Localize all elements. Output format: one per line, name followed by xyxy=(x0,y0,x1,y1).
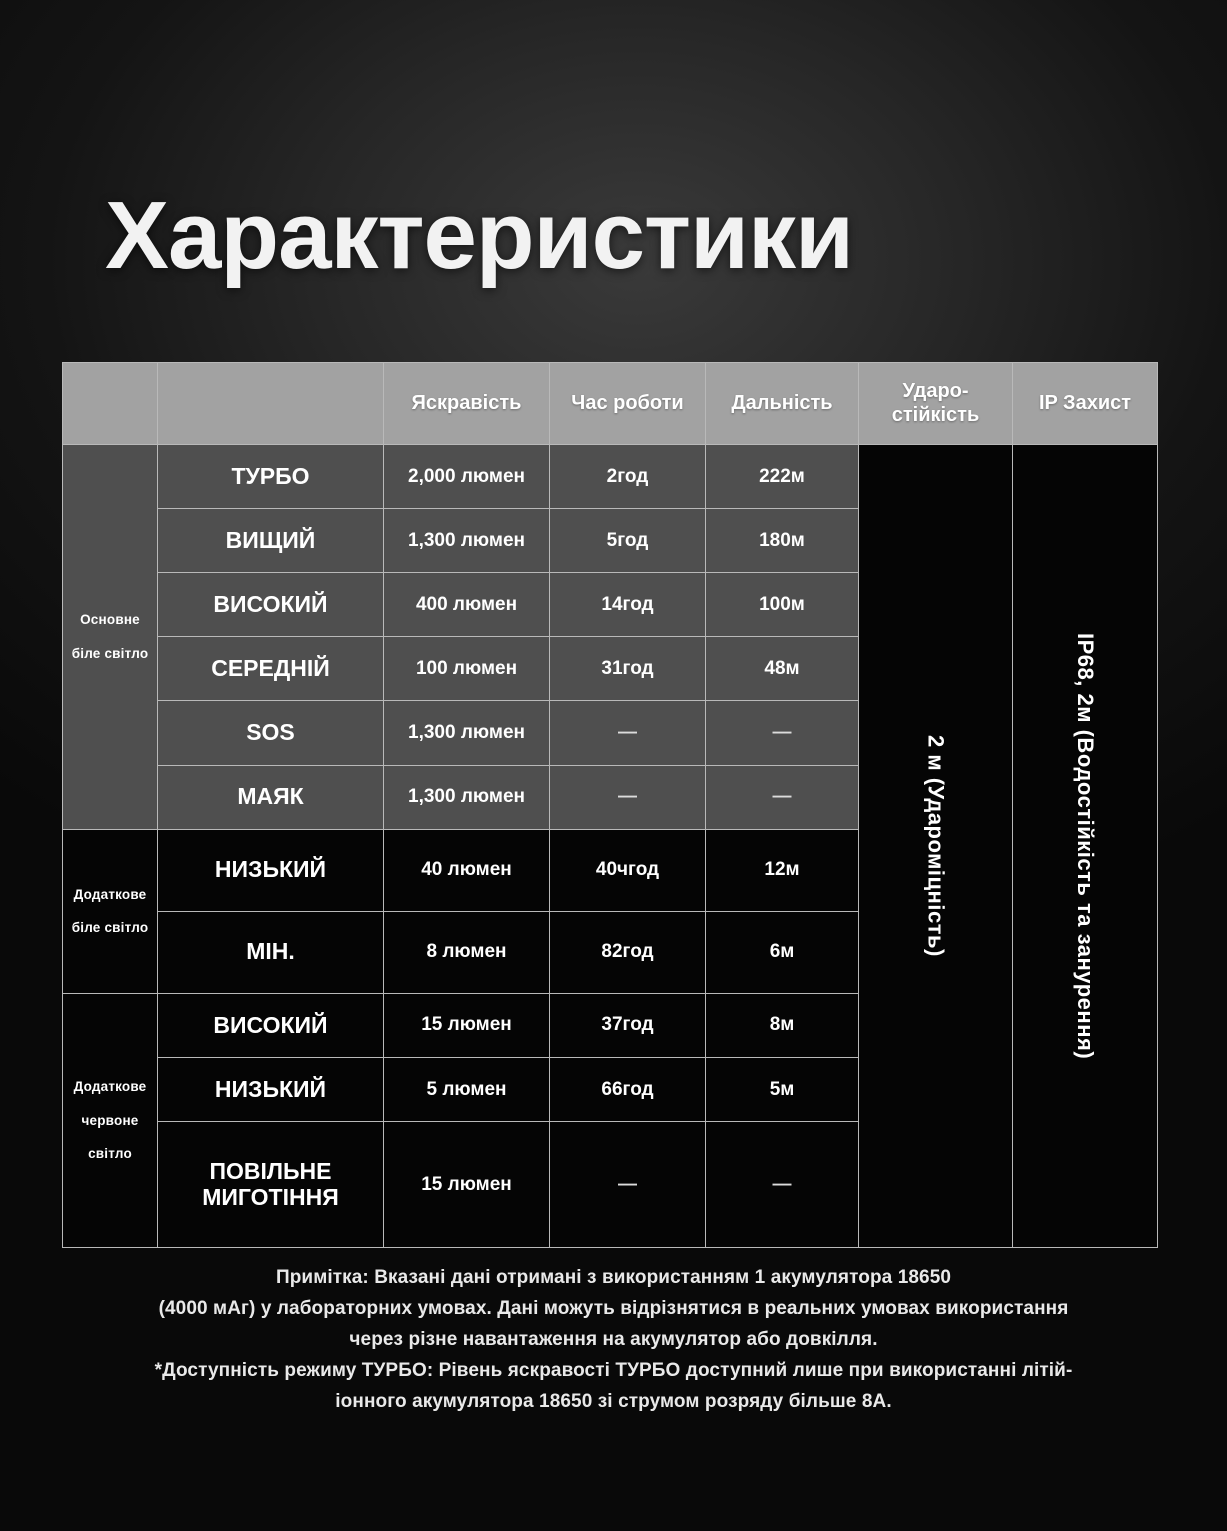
header-cell-impact xyxy=(859,363,1013,445)
ip-rating-value xyxy=(1013,445,1158,1248)
distance-cell: 48м xyxy=(706,637,859,701)
mode-cell: ВИСОКИЙ xyxy=(158,993,384,1057)
runtime-cell: — xyxy=(550,1122,706,1248)
group-label-line1: Додаткове xyxy=(73,886,147,902)
mode-cell: МАЯК xyxy=(158,765,384,829)
runtime-cell: 31год xyxy=(550,637,706,701)
group-label-aux-white xyxy=(63,829,158,993)
mode-line1: ПОВІЛЬНЕ xyxy=(209,1157,332,1184)
runtime-cell: 14год xyxy=(550,573,706,637)
mode-cell: ТУРБО xyxy=(158,445,384,509)
runtime-cell: 5год xyxy=(550,509,706,573)
footnote-line-1: Примітка: Вказані дані отримані з використанням 1 акумулятора 18650 xyxy=(275,1267,952,1288)
header-cell-brightness: Яскравість xyxy=(384,363,550,445)
group-label-line3: світло xyxy=(88,1146,132,1162)
header-cell-blank-group xyxy=(63,363,158,445)
ip-rating-text: IP68, 2м (Водостійкість та занурення) xyxy=(1073,632,1098,1060)
distance-cell: 180м xyxy=(706,509,859,573)
distance-cell: 6м xyxy=(706,911,859,993)
mode-line2: МИГОТІННЯ xyxy=(202,1183,339,1210)
brightness-cell: 5 люмен xyxy=(384,1057,550,1121)
brightness-cell: 2,000 люмен xyxy=(384,445,550,509)
mode-cell: НИЗЬКИЙ xyxy=(158,829,384,911)
runtime-cell: 37год xyxy=(550,993,706,1057)
group-label-line2: біле світло xyxy=(71,920,149,936)
page-title: Характеристики xyxy=(105,182,854,289)
brightness-cell: 400 люмен xyxy=(384,573,550,637)
impact-resistance-value xyxy=(859,445,1013,1248)
runtime-cell: — xyxy=(550,701,706,765)
header-cell-runtime: Час роботи xyxy=(550,363,706,445)
footnote-line-2: (4000 мАг) у лабораторних умовах. Дані можуть відрізнятися в реальних умовах використання xyxy=(158,1298,1069,1319)
mode-cell: СЕРЕДНІЙ xyxy=(158,637,384,701)
brightness-cell: 1,300 люмен xyxy=(384,765,550,829)
distance-cell: 12м xyxy=(706,829,859,911)
mode-cell: НИЗЬКИЙ xyxy=(158,1057,384,1121)
distance-cell: 5м xyxy=(706,1057,859,1121)
distance-cell: 222м xyxy=(706,445,859,509)
group-label-line2: біле світло xyxy=(71,645,149,661)
group-label-line2: червоне xyxy=(81,1112,139,1128)
group-label-line1: Основне xyxy=(80,612,140,628)
header-impact-line2: стійкість xyxy=(891,403,980,426)
table-row xyxy=(63,445,1158,509)
footnotes xyxy=(62,1262,1165,1417)
header-cell-distance: Дальність xyxy=(706,363,859,445)
header-impact-line1: Ударо- xyxy=(902,380,969,403)
runtime-cell: — xyxy=(550,765,706,829)
header-cell-ip: IP Захист xyxy=(1013,363,1158,445)
runtime-cell: 82год xyxy=(550,911,706,993)
runtime-cell: 66год xyxy=(550,1057,706,1121)
brightness-cell: 100 люмен xyxy=(384,637,550,701)
header-cell-blank-mode xyxy=(158,363,384,445)
runtime-cell: 40чгод xyxy=(550,829,706,911)
mode-cell xyxy=(158,1122,384,1248)
mode-cell: SOS xyxy=(158,701,384,765)
mode-cell: ВИЩИЙ xyxy=(158,509,384,573)
specifications-table xyxy=(62,362,1158,1248)
distance-cell: 8м xyxy=(706,993,859,1057)
distance-cell: — xyxy=(706,701,859,765)
distance-cell: 100м xyxy=(706,573,859,637)
brightness-cell: 8 люмен xyxy=(384,911,550,993)
footnote-line-5: іонного акумулятора 18650 зі струмом розряду більше 8А. xyxy=(335,1391,892,1412)
impact-resistance-text: 2 м (Удароміцність) xyxy=(923,735,949,957)
mode-cell: МІН. xyxy=(158,911,384,993)
brightness-cell: 15 люмен xyxy=(384,993,550,1057)
brightness-cell: 1,300 люмен xyxy=(384,509,550,573)
group-label-main-white xyxy=(63,445,158,830)
brightness-cell: 1,300 люмен xyxy=(384,701,550,765)
mode-cell: ВИСОКИЙ xyxy=(158,573,384,637)
brightness-cell: 40 люмен xyxy=(384,829,550,911)
runtime-cell: 2год xyxy=(550,445,706,509)
brightness-cell: 15 люмен xyxy=(384,1122,550,1248)
group-label-aux-red xyxy=(63,993,158,1247)
group-label-line1: Додаткове xyxy=(73,1078,147,1094)
distance-cell: — xyxy=(706,765,859,829)
distance-cell: — xyxy=(706,1122,859,1248)
footnote-line-4: *Доступність режиму ТУРБО: Рівень яскравості ТУРБО доступний лише при використанні літій- xyxy=(154,1360,1073,1381)
footnote-line-3: через різне навантаження на акумулятор або довкілля. xyxy=(349,1329,878,1350)
table-header-row xyxy=(63,363,1158,445)
